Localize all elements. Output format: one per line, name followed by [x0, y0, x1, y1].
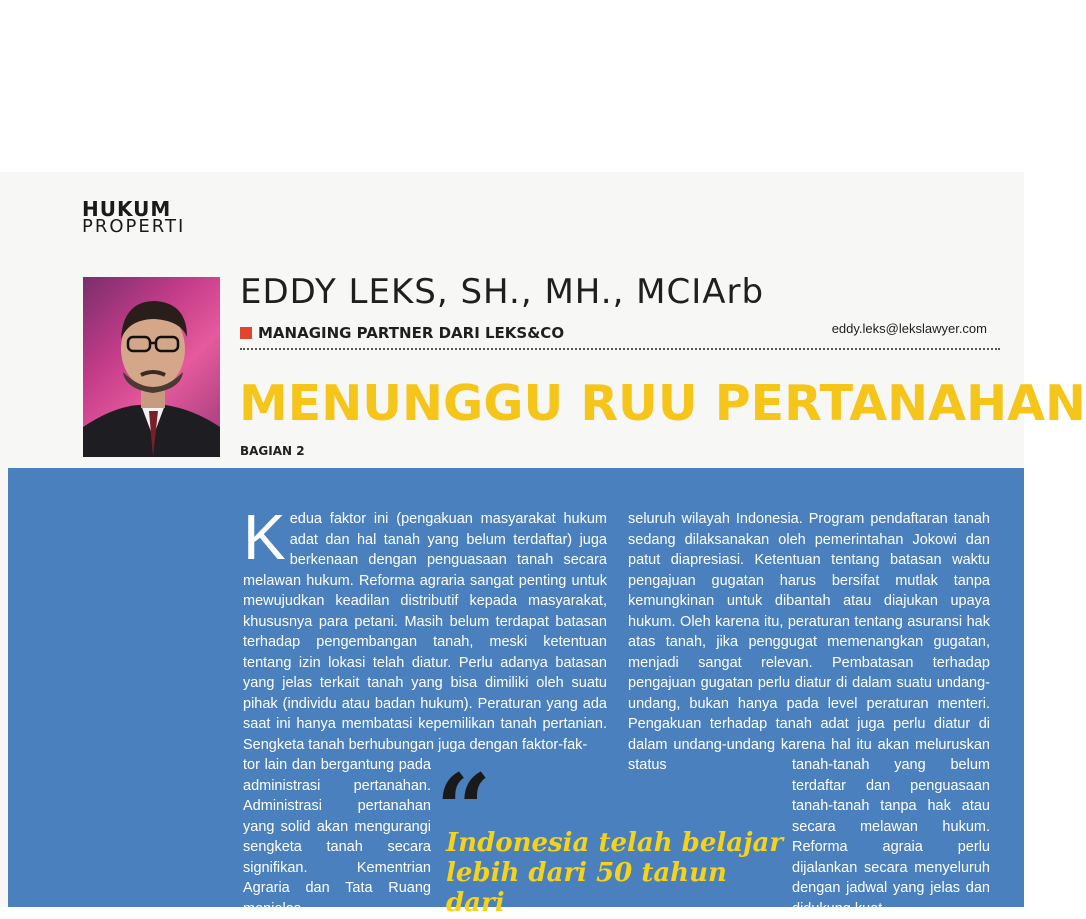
article-title: MENUNGGU RUU PERTANAHAN: [239, 375, 1086, 432]
drop-cap: K: [243, 501, 286, 573]
article-part: BAGIAN 2: [240, 444, 305, 458]
author-email: eddy.leks@lekslawyer.com: [831, 321, 987, 336]
body-column-2-continued: tanah-tanah yang belum terdaftar dan penguasaan tanah-tanah tanpa hak atau secara melawan hukum. Reforma agraia perlu dijalankan secara menyeluruh dengan jadwal yang jelas dan didukung kuat: [792, 757, 990, 917]
body-column-1: [243, 501, 607, 755]
author-name: EDDY LEKS, SH., MH., MCIArb: [240, 272, 765, 312]
author-portrait-illustration: [83, 277, 220, 457]
column-1-text: edua faktor ini (pengakuan masyarakat hukum adat dan hal tanah yang belum terdaftar) juga berkenaan dengan penguasaan tanah secara melawan hukum. Reforma agraria sangat penting untuk mewujudkan keadilan distributif kepada masyarakat, khususnya para petani. Masih belum terdapat batasan terhadap pengembangan tanah, meski ketentuan tentang izin lokasi telah diatur. Perlu adanya batasan yang jelas terkait tanah yang bisa dimiliki oleh suatu pihak (individu atau badan hukum). Peraturan yang ada saat ini hanya membatasi kepemilikan tanah pertanian. Sengketa tanah berhubungan juga dengan faktor-fak-: [243, 511, 607, 753]
rubric-line-2: PROPERTI: [82, 216, 186, 237]
section-rubric: [82, 199, 185, 236]
pull-quote: Indonesia telah belajar lebih dari 50 tahun dari: [446, 828, 784, 918]
dotted-divider: [240, 348, 1000, 350]
body-column-1-continued: tor lain dan bergantung pada administrasi pertanahan. Administrasi pertanahan yang solid akan mengurangi sengketa tanah secara signifikan. Kementrian Agraria dan Tata Ruang menjelas-: [243, 757, 431, 917]
author-photo: [83, 277, 220, 457]
rubric-line-1: HUKUM: [82, 197, 172, 221]
author-role-label: MANAGING PARTNER DARI LEKS&CO: [258, 324, 565, 342]
author-role: [240, 324, 564, 342]
red-square-icon: [240, 327, 252, 339]
quote-mark-icon: “: [436, 753, 492, 866]
body-column-2: seluruh wilayah Indonesia. Program pendaftaran tanah sedang dilaksanakan oleh pemerintahan Jokowi dan patut diapresiasi. Ketentuan tentang batasan waktu pengajuan gugatan harus bersifat mutlak tanpa kemungkinan untuk dibantah atau diajukan upaya hukum. Oleh karena itu, peraturan tentang asuransi hak atas tanah, jika penggugat memenangkan gugatan, menjadi sangat relevan. Pembatasan terhadap pengajuan gugatan perlu diatur di dalam suatu undang-undang, bukan hanya pada level peraturan menteri. Pengakuan terhadap tanah adat juga perlu diatur di dalam undang-undang karena hal itu akan meluruskan status: [628, 511, 990, 773]
